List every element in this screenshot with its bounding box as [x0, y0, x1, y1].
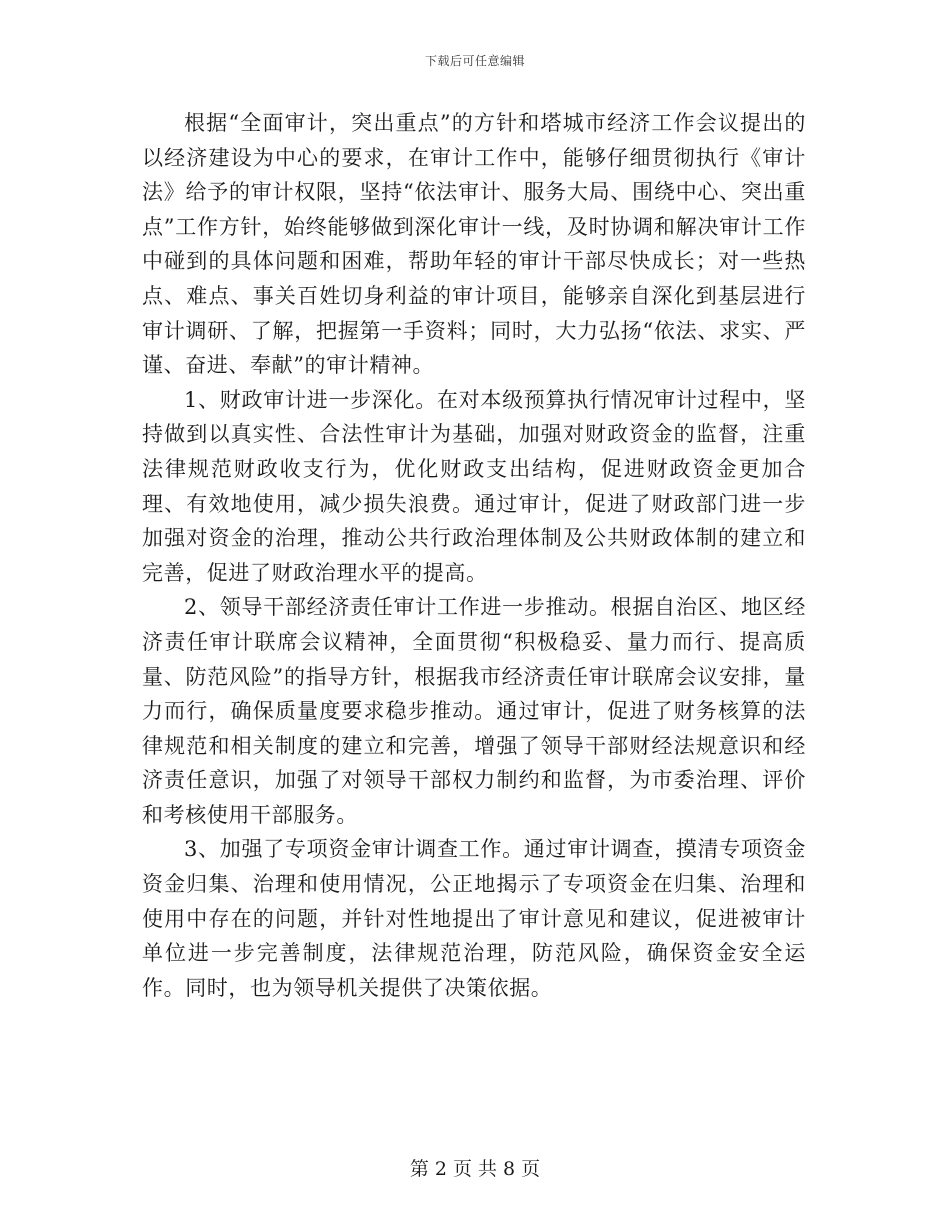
document-body [142, 106, 806, 1005]
paragraph-intro: 根据“全面审计，突出重点”的方针和塔城市经济工作会议提出的以经济建设为中心的要求，在审计工作中，能够仔细贯彻执行《审计法》给予的审计权限，坚持“依法审计、服务大局、围绕中心、突出重点”工作方针，始终能够做到深化审计一线，及时协调和解决审计工作中碰到的具体问题和困难，帮助年轻的审计干部尽快成长；对一些热点、难点、事关百姓切身利益的审计项目，能够亲自深化到基层进行审计调研、了解，把握第一手资料；同时，大力弘扬“依法、求实、严谨、奋进、奉献”的审计精神。 [142, 111, 806, 378]
paragraph-economic-responsibility-audit: 2、领导干部经济责任审计工作进一步推动。根据自治区、地区经济责任审计联席会议精神，全面贯彻“积极稳妥、量力而行、提高质量、防范风险”的指导方针，根据我市经济责任审计联席会议安排，量力而行，确保质量度要求稳步推动。通过审计，促进了财务核算的法律规范和相关制度的建立和完善，增强了领导干部财经法规意识和经济责任意识，加强了对领导干部权力制约和监督，为市委治理、评价和考核使用干部服务。 [142, 595, 806, 827]
header-note: 下载后可任意编辑 [424, 54, 525, 68]
page-number-footer: 第 2 页 共 8 页 [409, 1158, 541, 1180]
paragraph-fiscal-audit: 1、财政审计进一步深化。在对本级预算执行情况审计过程中，坚持做到以真实性、合法性审计为基础，加强对财政资金的监督，注重法律规范财政收支行为，优化财政支出结构，促进财政资金更加合理、有效地使用，减少损失浪费。通过审计，促进了财政部门进一步加强对资金的治理，推动公共行政治理体制及公共财政体制的建立和完善，促进了财政治理水平的提高。 [142, 387, 806, 585]
paragraph-special-fund-audit: 3、加强了专项资金审计调查工作。通过审计调查，摸清专项资金资金归集、治理和使用情况，公正地揭示了专项资金在归集、治理和使用中存在的问题，并针对性地提出了审计意见和建议，促进被审计单位进一步完善制度，法律规范治理，防范风险，确保资金安全运作。同时，也为领导机关提供了决策依据。 [142, 837, 806, 1000]
